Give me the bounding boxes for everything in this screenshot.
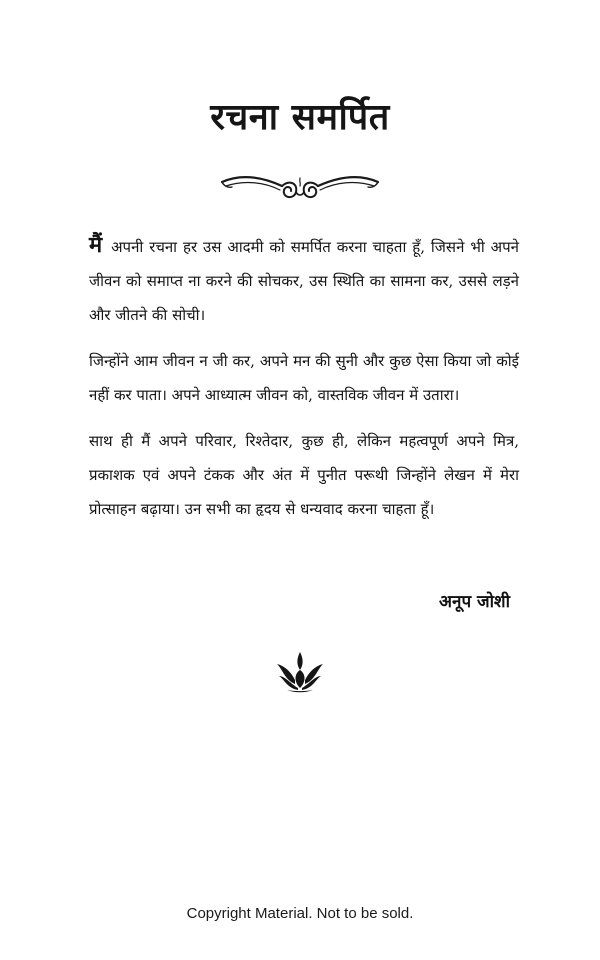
paragraph-1 bbox=[89, 230, 519, 332]
lotus-icon bbox=[275, 650, 325, 694]
dedication-text bbox=[89, 230, 519, 538]
page-title: रचना समर्पित bbox=[210, 97, 390, 138]
copyright-footer: Copyright Material. Not to be sold. bbox=[186, 905, 414, 922]
drop-cap: मैं bbox=[89, 233, 103, 258]
paragraph-2: जिन्होंने आम जीवन न जी कर, अपने मन की सुनी और कुछ ऐसा किया जो कोई नहीं कर पाता। अपने आध्यात्म जीवन को, वास्तविक जीवन में उतारा। bbox=[89, 352, 519, 404]
paragraph-3: साथ ही मैं अपने परिवार, रिश्तेदार, कुछ ही, लेकिन महत्वपूर्ण अपने मित्र, प्रकाशक एवं अपने टंकक और अंत में पुनीत परूथी जिन्होंने लेखन में मेरा प्रोत्साहन बढ़ाया। उन सभी का हृदय से धन्यवाद करना चाहता हूँ। bbox=[89, 432, 519, 518]
scroll-flourish-icon bbox=[220, 168, 380, 208]
paragraph-1-text: अपनी रचना हर उस आदमी को समर्पित करना चाहता हूँ, जिसने भी अपने जीवन को समाप्त ना करने की सोचकर, उस स्थिति का सामना कर, उससे लड़ने और जीतने की सोची। bbox=[89, 238, 519, 324]
author-signature: अनूप जोशी bbox=[439, 592, 510, 612]
